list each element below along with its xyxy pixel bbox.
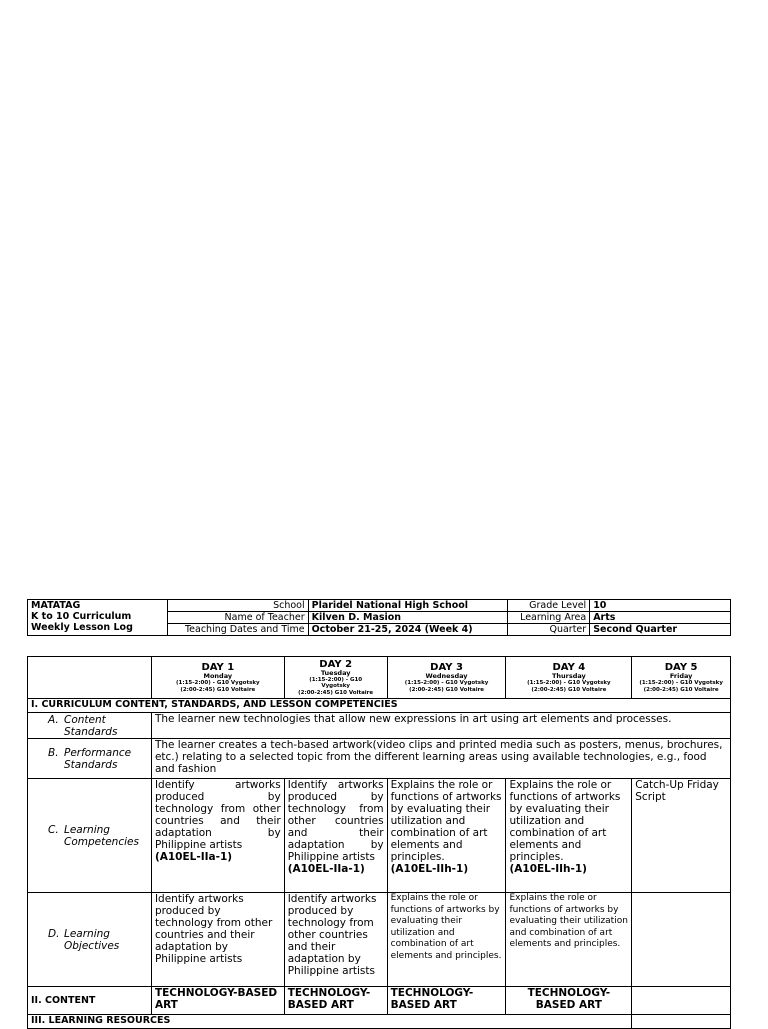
objective-day-4: Explains the role or functions of artworks by evaluating their utilization and combination of art elements and principles. (506, 893, 632, 987)
content-standards-text: The learner new technologies that allow new expressions in art using art elements and processes. (151, 713, 730, 739)
day-2-name: DAY 2 (319, 658, 353, 670)
row-b-label-2: Standards (64, 758, 118, 771)
brand-cell (28, 600, 168, 636)
objective-day-1: Identify artworks produced by technology from other countries and their adaptation by Philippine artists (151, 893, 284, 987)
day-5-sched1: (1:15-2:00) - G10 Vygotsky (639, 680, 723, 686)
row-b-label-1: Performance (64, 746, 132, 759)
content-label: II. CONTENT (28, 987, 152, 1015)
competency-day-3 (387, 779, 506, 893)
area-value: Arts (590, 612, 731, 624)
section-curriculum-heading: I. CURRICULUM CONTENT, STANDARDS, AND LESSON COMPETENCIES (28, 699, 731, 713)
learning-competencies-label (28, 779, 152, 893)
row-d-letter: D. (48, 927, 60, 940)
competency-day-4-text: Explains the role or functions of artworks by evaluating their utilization and combination of art elements and principles. (509, 779, 621, 863)
day-3-header (387, 657, 506, 699)
day-4-sched2: (2:00-2:45) G10 Voltaire (531, 686, 607, 693)
learning-objectives-row (28, 893, 731, 987)
row-a-label-1: Content (64, 713, 106, 726)
day-4-weekday: Thursday (551, 672, 586, 680)
row-d-label-1: Learning (64, 927, 110, 940)
day-3-sched1: (1:15-2:00) - G10 Vygotsky (404, 680, 489, 686)
area-label: Learning Area (508, 612, 590, 624)
competency-day-3-text: Explains the role or functions of artworks by evaluating their utilization and combination of art elements and principles. (390, 779, 502, 863)
lesson-log-table (27, 656, 731, 1029)
competency-day-4-code: (A10EL-IIh-1) (509, 863, 587, 875)
row-a-label-2: Standards (64, 725, 118, 738)
learning-resources-day-5 (632, 1015, 731, 1029)
row-b-letter: B. (48, 746, 59, 759)
teacher-label: Name of Teacher (167, 612, 308, 624)
quarter-value: Second Quarter (590, 624, 731, 636)
school-value: Plaridel National High School (308, 600, 508, 612)
row-c-label-1: Learning (64, 823, 110, 836)
content-day-5 (632, 987, 731, 1015)
day-3-weekday: Wednesday (425, 672, 468, 680)
row-c-letter: C. (48, 823, 59, 836)
quarter-label: Quarter (508, 624, 590, 636)
corner-cell (28, 657, 152, 699)
competency-day-3-code: (A10EL-IIh-1) (390, 863, 469, 875)
day-2-weekday: Tuesday (320, 668, 351, 677)
competency-day-4 (506, 779, 632, 893)
day-4-sched1: (1:15-2:00) - G10 Vygotsky (527, 680, 611, 686)
grade-label: Grade Level (508, 600, 590, 612)
school-label: School (167, 600, 308, 612)
day-4-name: DAY 4 (552, 662, 586, 673)
learning-competencies-row (28, 779, 731, 893)
dates-label: Teaching Dates and Time (167, 624, 308, 636)
day-1-header (151, 657, 284, 699)
day-1-sched1: (1:15-2:00) - G10 Vygotsky (176, 680, 260, 686)
teacher-value: Kilven D. Masion (308, 612, 508, 624)
row-d-label-2: Objectives (64, 939, 120, 952)
day-3-sched2: (2:00-2:45) G10 Voltaire (409, 686, 485, 693)
header-info-table (27, 599, 731, 636)
content-day-2: TECHNOLOGY-BASED ART (284, 987, 387, 1015)
day-5-name: DAY 5 (664, 662, 698, 673)
competency-day-2-code: (A10EL-IIa-1) (287, 863, 365, 875)
objective-day-5 (632, 893, 731, 987)
day-2-sched3: (2:00-2:45) G10 Voltaire (298, 689, 374, 696)
day-5-header (632, 657, 731, 699)
performance-standards-label (28, 739, 152, 779)
content-day-4: TECHNOLOGY-BASED ART (506, 987, 632, 1015)
content-day-3: TECHNOLOGY-BASED ART (387, 987, 506, 1015)
day-1-name: DAY 1 (201, 662, 235, 673)
row-c-label-2: Competencies (64, 835, 139, 848)
day-5-weekday: Friday (669, 672, 693, 680)
content-standards-label (28, 713, 152, 739)
brand-line-2: K to 10 Curriculum (31, 611, 132, 622)
day-4-header (506, 657, 632, 699)
day-5-sched2: (2:00-2:45) G10 Voltaire (643, 686, 719, 693)
competency-day-1 (151, 779, 284, 893)
dates-value: October 21-25, 2024 (Week 4) (308, 624, 508, 636)
performance-standards-text: The learner creates a tech-based artwork(video clips and printed media such as posters, menus, brochures, etc.) relating to a selected topic from the different learning areas using available technologies, e.g., food and fashion (151, 739, 730, 779)
content-row (28, 987, 731, 1015)
day-1-weekday: Monday (203, 672, 233, 680)
performance-standards-row (28, 739, 731, 779)
day-2-header (284, 657, 387, 699)
competency-day-1-text: Identify artworks produced by technology from other countries and their adaptation by Philippine artists (154, 779, 281, 851)
content-standards-row (28, 713, 731, 739)
grade-value: 10 (590, 600, 731, 612)
competency-day-2-text: Identify artworks produced by technology from other countries and their adaptation by Philippine artists (287, 779, 384, 863)
brand-line-1: MATATAG (31, 600, 81, 611)
learning-objectives-label (28, 893, 152, 987)
day-2-sched2: Vygotsky (321, 683, 351, 690)
day-header-row (28, 657, 731, 699)
competency-day-1-code: (A10EL-IIa-1) (154, 851, 233, 863)
objective-day-2: Identify artworks produced by technology from other countries and their adaptation by Philippine artists (284, 893, 387, 987)
objective-day-3: Explains the role or functions of artworks by evaluating their utilization and combination of art elements and principles. (387, 893, 506, 987)
day-2-sched1: (1:15-2:00) - G10 (309, 676, 363, 683)
competency-day-2 (284, 779, 387, 893)
section-learning-resources-heading: III. LEARNING RESOURCES (28, 1015, 632, 1029)
content-day-1: TECHNOLOGY-BASED ART (151, 987, 284, 1015)
day-1-sched2: (2:00-2:45) G10 Voltaire (180, 686, 256, 693)
competency-day-5: Catch-Up Friday Script (632, 779, 731, 893)
day-3-name: DAY 3 (430, 662, 463, 673)
row-a-letter: A. (48, 713, 59, 726)
brand-line-3: Weekly Lesson Log (31, 622, 133, 633)
